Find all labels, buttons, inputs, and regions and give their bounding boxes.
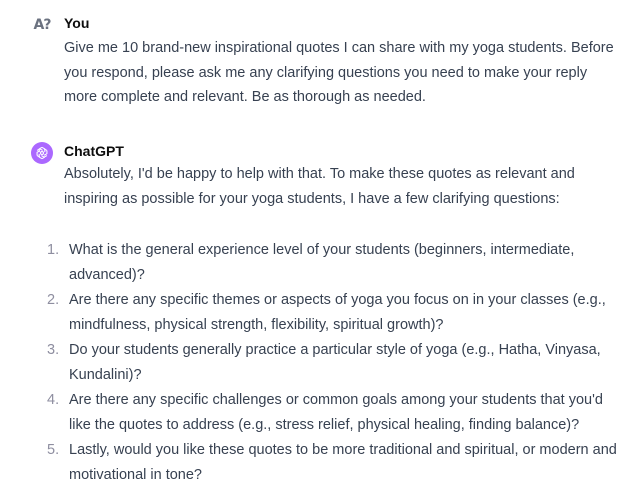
list-number: 3.	[47, 342, 60, 358]
list-number: 2.	[47, 292, 60, 308]
list-number: 5.	[47, 442, 60, 458]
list-item	[47, 438, 624, 488]
assistant-author-name: ChatGPT	[64, 143, 124, 159]
question-text: Lastly, would you like these quotes to be more traditional and spiritual, or modern and motivational in tone?	[69, 442, 617, 483]
question-text: Are there any specific challenges or common goals among your students that you'd like the quotes to address (e.g., stress relief, physical healing, finding balance)?	[69, 392, 603, 433]
list-item	[47, 338, 624, 388]
list-number: 4.	[47, 392, 60, 408]
list-item	[47, 238, 624, 288]
list-item	[47, 288, 624, 338]
list-item	[47, 388, 624, 438]
assistant-intro-text: Absolutely, I'd be happy to help with that. To make these quotes as relevant and inspiring as possible for your yoga students, I have a few clarifying questions:	[64, 166, 575, 207]
question-text: Do your students generally practice a particular style of yoga (e.g., Hatha, Vinyasa, Kundalini)?	[69, 342, 601, 383]
user-message-text: Give me 10 brand-new inspirational quotes I can share with my yoga students. Before you respond, please ask me any clarifying questions you need to make your reply more complete and relevant. Be as thorough as needed.	[64, 40, 614, 105]
user-avatar-icon: A?	[31, 14, 53, 36]
clarifying-questions-list	[47, 238, 624, 488]
question-text: Are there any specific themes or aspects of yoga you focus on in your classes (e.g., mindfulness, physical strength, flexibility, spiritual growth)?	[69, 292, 606, 333]
list-number: 1.	[47, 242, 60, 258]
question-text: What is the general experience level of your students (beginners, intermediate, advanced)?	[69, 242, 575, 283]
user-message	[31, 14, 641, 104]
openai-logo-icon	[31, 142, 53, 164]
assistant-message	[31, 142, 641, 492]
user-author-name: You	[64, 15, 90, 31]
